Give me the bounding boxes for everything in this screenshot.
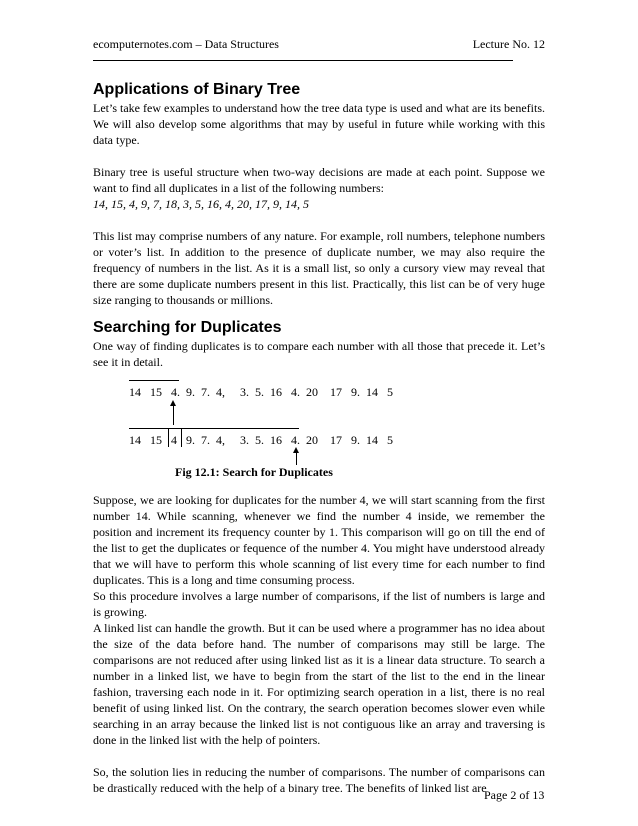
section-title-duplicates: Searching for Duplicates <box>93 319 282 336</box>
underline-first-number <box>129 380 179 381</box>
figure-search-duplicates <box>93 372 545 482</box>
page-header <box>93 36 545 61</box>
page-number: Page 2 of 13 <box>484 788 545 802</box>
header-right: Lecture No. 12 <box>472 37 545 51</box>
paragraph: Let’s take few examples to understand how the tree data type is used and what are its benefits. We will also develop some algorithms that may by useful in future while working with this data type. <box>93 101 545 147</box>
paragraph: A linked list can handle the growth. But it can be used where a programmer has no idea about the size of the data before hand. The number of comparisons may still be large. The comparisons are not reduced after using linked list as it is a linear data structure. To search a number in a linked list, we have to begin from the start of the list to the end in the linear fashion, traversing each node in it. For optimizing search operation in a list, there is no real benefit of using linked list. On the contrary, the search operation becomes slower even while searching in an array because the linked list is not contiguous like an array and traversing is done in the linked list with the help of pointers. <box>93 621 545 747</box>
figure-row-1: 14 15 4. 9. 7. 4, 3. 5. 16 4. 20 17 9. 14 5 <box>129 385 393 399</box>
paragraph: So, the solution lies in reducing the number of comparisons. The number of comparisons can be drastically reduced with the help of a binary tree. The benefits of linked list are <box>93 765 545 795</box>
figure-caption: Fig 12.1: Search for Duplicates <box>175 465 333 479</box>
paragraph: This list may comprise numbers of any nature. For example, roll numbers, telephone numbers or voter’s list. In addition to the presence of duplicate number, we may also require the frequency of numbers in the list. As it is a small list, so only a cursory view may reveal that there are some duplicate numbers present in this list. Practically, this list can be of very huge size ranging to thousands or millions. <box>93 229 545 307</box>
scan-range-line <box>129 428 299 429</box>
paragraph: Binary tree is useful structure when two-way decisions are made at each point. Suppose we want to find all duplicates in a list of the following numbers: <box>93 165 545 195</box>
paragraph: Suppose, we are looking for duplicates for the number 4, we will start scanning from the first number 14. While scanning, whenever we find the number 4 inside, we remember the position and increment its frequency counter by 1. This comparison will go on till the end of the list to get the duplicates or fequence of the number 4. You might have understood already that we will have to perform this whole scanning of list every time for each number to find duplicates. This is a long and time consuming process. <box>93 493 545 587</box>
paragraph: One way of finding duplicates is to compare each number with all those that precede it. Let’s see it in detail. <box>93 339 545 369</box>
arrow-up-icon <box>173 405 174 425</box>
page-content <box>93 80 545 796</box>
number-sequence: 14, 15, 4, 9, 7, 18, 3, 5, 16, 4, 20, 17, 9, 14, 5 <box>93 197 309 211</box>
header-left: ecomputernotes.com – Data Structures <box>93 37 279 51</box>
section-title-applications: Applications of Binary Tree <box>93 81 301 98</box>
figure-row-2: 14 15 4 9. 7. 4, 3. 5. 16 4. 20 17 9. 14 5 <box>129 433 393 447</box>
paragraph: So this procedure involves a large number of comparisons, if the list of numbers is large and is growing. <box>93 589 545 619</box>
